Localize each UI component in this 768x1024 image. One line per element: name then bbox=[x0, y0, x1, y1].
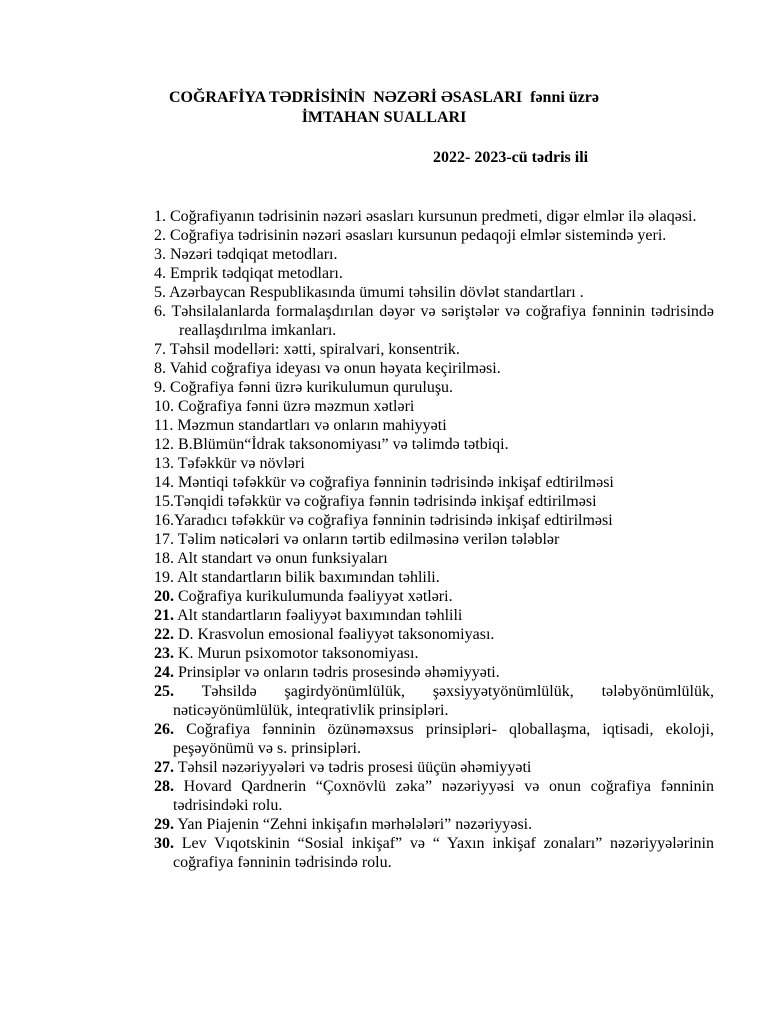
question-number: 26. bbox=[154, 721, 174, 738]
question-number: 6. bbox=[154, 303, 166, 320]
question-item bbox=[154, 416, 714, 435]
question-text: Təhsil modelləri: xətti, spiralvari, konsentrik. bbox=[169, 341, 460, 358]
question-item bbox=[154, 815, 714, 834]
question-text: Alt standartların fəaliyyət baxımından təhlili bbox=[177, 607, 463, 624]
question-item bbox=[154, 834, 714, 872]
question-text: Alt standart və onun funksiyaları bbox=[177, 550, 388, 567]
question-text: Alt standartların bilik baxımından təhlili. bbox=[177, 569, 440, 586]
question-number: 4. bbox=[154, 265, 166, 282]
question-number: 30. bbox=[154, 835, 174, 852]
question-text: Vahid coğrafiya ideyası və onun həyata keçirilməsi. bbox=[169, 360, 501, 377]
question-text: Coğrafiya fənni üzrə kurikulumun quruluşu. bbox=[170, 379, 454, 396]
question-number: 14. bbox=[154, 474, 174, 491]
question-number: 28. bbox=[154, 778, 174, 795]
question-item bbox=[154, 397, 714, 416]
question-text: Coğrafiya kurikulumunda fəaliyyət xətləri. bbox=[178, 588, 453, 605]
question-item bbox=[154, 302, 714, 340]
question-number: 16. bbox=[154, 512, 174, 529]
question-item bbox=[154, 340, 714, 359]
question-text: Nəzəri tədqiqat metodları. bbox=[170, 246, 338, 263]
question-item bbox=[154, 359, 714, 378]
question-item bbox=[154, 264, 714, 283]
question-text: Hovard Qardnerin “Çoxnövlü zəka” nəzəriyyəsi və onun coğrafiya fənninin tədrisindəki rolu. bbox=[173, 778, 714, 814]
question-text: Yan Piajenin “Zehni inkişafın mərhələləri” nəzəriyyəsi. bbox=[177, 816, 533, 833]
question-text: Coğrafiyanın tədrisinin nəzəri əsasları kursunun predmeti, digər elmlər ilə əlaqəsi. bbox=[170, 208, 697, 225]
question-item bbox=[154, 245, 714, 264]
question-item bbox=[154, 644, 714, 663]
question-text: Coğrafiya fənninin özünəməxsus prinsipləri- qloballaşma, iqtisadi, ekoloji, peşəyönümü və s. prinsipləri. bbox=[173, 721, 714, 757]
question-text: Lev Vıqotskinin “Sosial inkişaf” və “ Yaxın inkişaf zonaları” nəzəriyyələrinin coğrafiya fənninin tədrisində rolu. bbox=[173, 835, 714, 871]
question-list bbox=[154, 207, 714, 872]
question-text: Təhsilalanlarda formalaşdırılan dəyər və səriştələr və coğrafiya fənninin tədrisində reallaşdırılma imkanları. bbox=[171, 303, 714, 339]
question-number: 15. bbox=[154, 493, 174, 510]
question-text: Coğrafiya tədrisinin nəzəri əsasları kursunun pedaqoji elmlər sistemində yeri. bbox=[170, 227, 667, 244]
question-number: 12. bbox=[154, 436, 174, 453]
question-text: Təhsil nəzəriyyələri və tədris prosesi üüçün əhəmiyyəti bbox=[177, 759, 532, 776]
question-number: 22. bbox=[154, 626, 174, 643]
question-item bbox=[154, 530, 714, 549]
question-number: 10. bbox=[154, 398, 174, 415]
question-item bbox=[154, 682, 714, 720]
question-text: Coğrafiya fənni üzrə məzmun xətləri bbox=[178, 398, 415, 415]
question-item bbox=[154, 492, 714, 511]
question-item bbox=[154, 758, 714, 777]
title-suffix: fənni üzrə bbox=[522, 89, 599, 106]
question-item bbox=[154, 606, 714, 625]
question-item bbox=[154, 625, 714, 644]
question-item bbox=[154, 435, 714, 454]
question-number: 13. bbox=[154, 455, 174, 472]
document-subtitle: İMTAHAN SUALLARI bbox=[301, 109, 467, 126]
question-item bbox=[154, 473, 714, 492]
question-text: Təhsildə şagirdyönümlülük, şəxsiyyətyönümlülük, tələbyönümlülük, nəticəyönümlülük, inteqrativlik prinsipləri. bbox=[173, 683, 714, 719]
question-number: 11. bbox=[154, 417, 174, 434]
question-text: Məzmun standartları və onların mahiyyəti bbox=[177, 417, 447, 434]
question-text: Emprik tədqiqat metodları. bbox=[170, 265, 343, 282]
question-text: D. Krasvolun emosional fəaliyyət taksonomiyası. bbox=[178, 626, 495, 643]
question-item bbox=[154, 587, 714, 606]
question-number: 23. bbox=[154, 645, 174, 662]
title-main: COĞRAFİYA TƏDRİSİNİN NƏZƏRİ ƏSASLARI bbox=[168, 89, 523, 106]
question-number: 25. bbox=[154, 683, 174, 700]
question-number: 7. bbox=[154, 341, 166, 358]
question-number: 20. bbox=[154, 588, 174, 605]
question-item bbox=[154, 549, 714, 568]
question-number: 5. bbox=[154, 284, 166, 301]
question-text: Təlim nəticələri və onların tərtib edilməsinə verilən tələblər bbox=[177, 531, 560, 548]
question-item bbox=[154, 226, 714, 245]
question-item bbox=[154, 207, 714, 226]
question-text: K. Murun psixomotor taksonomiyası. bbox=[178, 645, 419, 662]
question-number: 27. bbox=[154, 759, 174, 776]
question-text: Təfəkkür və növləri bbox=[177, 455, 305, 472]
question-number: 21. bbox=[154, 607, 174, 624]
question-number: 24. bbox=[154, 664, 174, 681]
academic-year: 2022- 2023-cü tədris ili bbox=[433, 149, 589, 166]
question-number: 19. bbox=[154, 569, 174, 586]
question-text: Tənqidi təfəkkür və coğrafiya fənnin tədrisində inkişaf edtirilməsi bbox=[174, 493, 597, 510]
question-text: Məntiqi təfəkkür və coğrafiya fənninin tədrisində inkişaf edtirilməsi bbox=[178, 474, 614, 491]
question-item bbox=[154, 777, 714, 815]
question-number: 9. bbox=[154, 379, 166, 396]
question-text: Prinsiplər və onların tədris prosesində əhəmiyyəti. bbox=[178, 664, 500, 681]
question-number: 8. bbox=[154, 360, 166, 377]
question-text: Yaradıcı təfəkkür və coğrafiya fənninin tədrisində inkişaf edtirilməsi bbox=[174, 512, 613, 529]
question-item bbox=[154, 511, 714, 530]
question-number: 3. bbox=[154, 246, 166, 263]
question-number: 2. bbox=[154, 227, 166, 244]
question-number: 29. bbox=[154, 816, 174, 833]
document-title bbox=[0, 88, 768, 108]
question-item bbox=[154, 454, 714, 473]
question-number: 17. bbox=[154, 531, 174, 548]
question-text: B.Blümün“İdrak taksonomiyası” və təlimdə tətbiqi. bbox=[178, 436, 509, 453]
question-number: 1. bbox=[154, 208, 166, 225]
question-item bbox=[154, 378, 714, 397]
question-item bbox=[154, 283, 714, 302]
question-text: Azərbaycan Respublikasında ümumi təhsilin dövlət standartları . bbox=[169, 284, 584, 301]
question-item bbox=[154, 720, 714, 758]
question-item bbox=[154, 663, 714, 682]
question-item bbox=[154, 568, 714, 587]
question-number: 18. bbox=[154, 550, 174, 567]
